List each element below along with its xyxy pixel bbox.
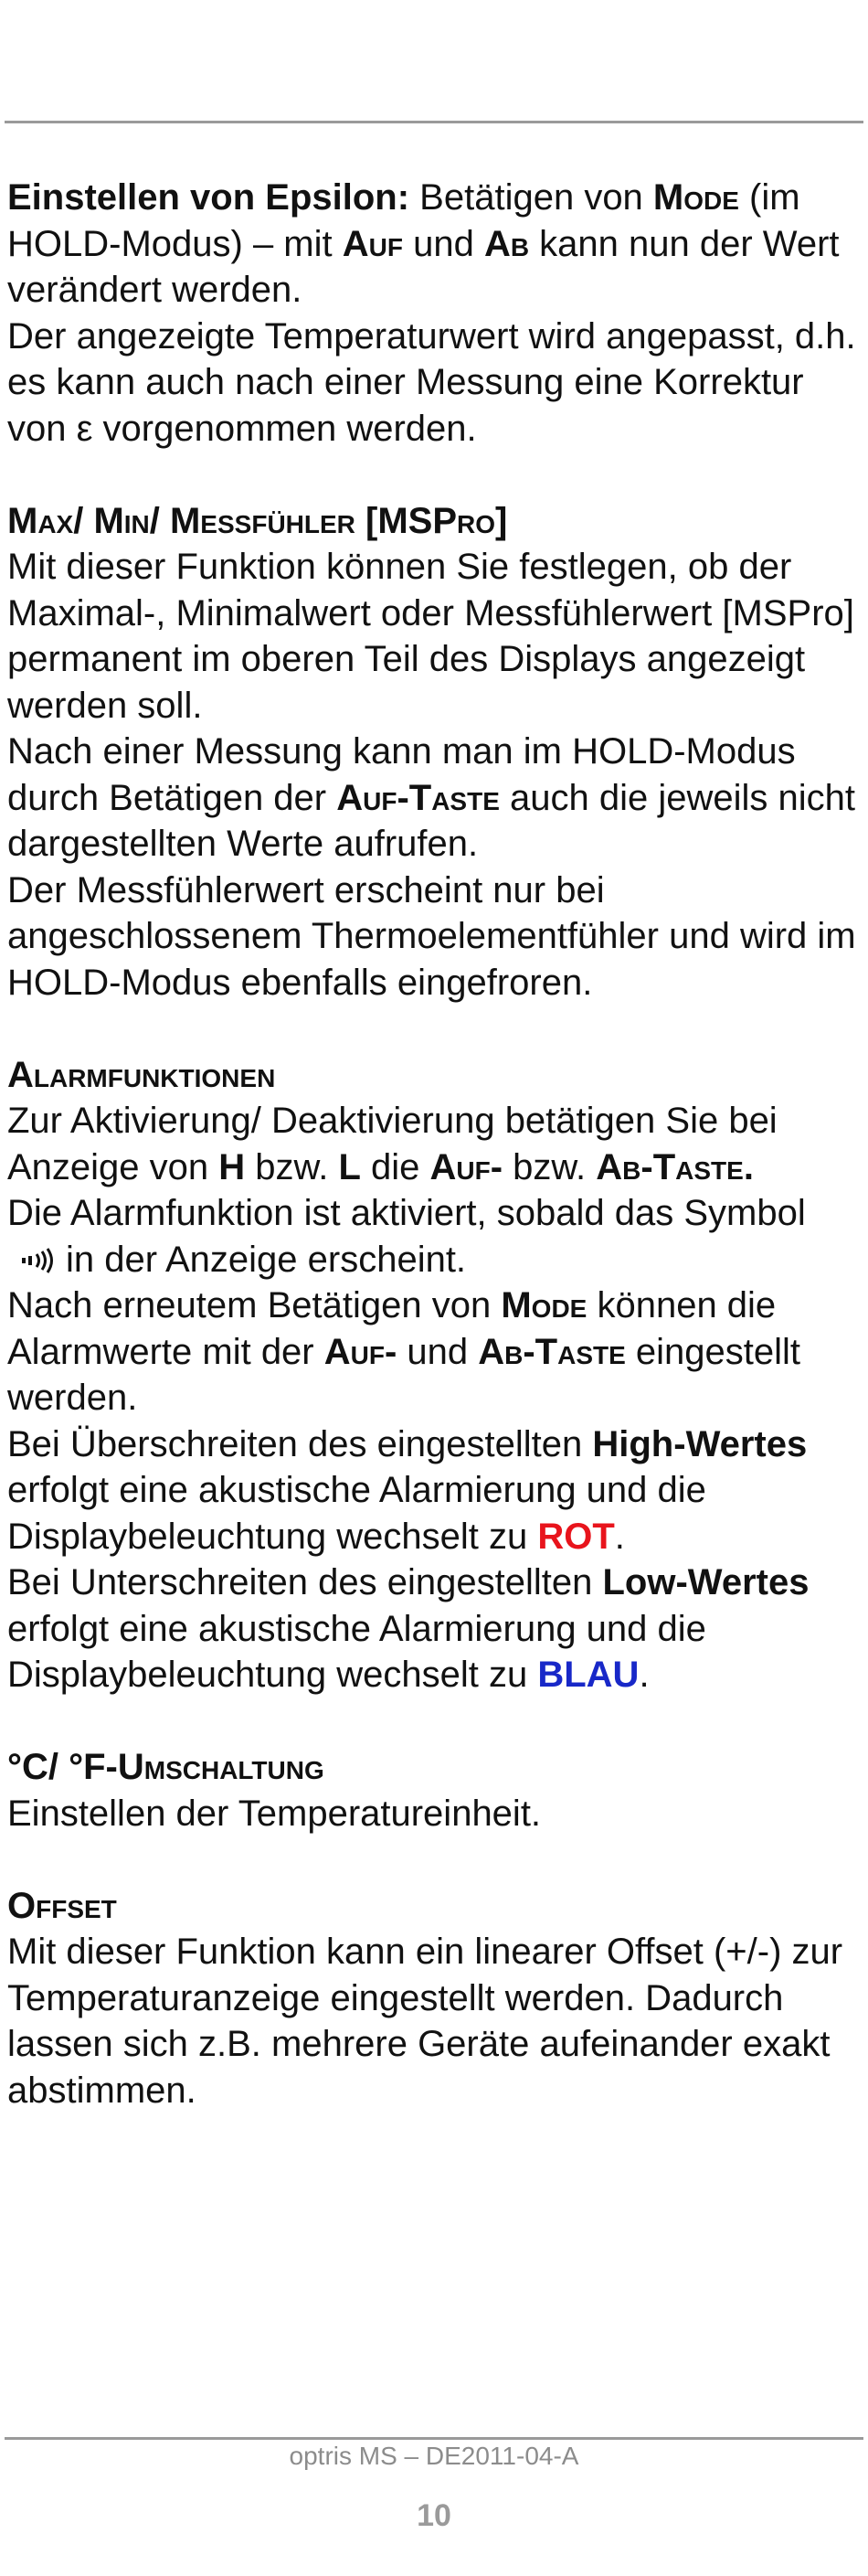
alarm-text: Zur Aktivierung/ Deaktivierung betätigen Sie bei Anzeige von xyxy=(7,1101,778,1187)
alarm-text: bzw. xyxy=(245,1146,339,1187)
alarm-text: bzw. xyxy=(503,1146,597,1187)
footer-doc-id: optris MS – DE2011-04-A xyxy=(289,2442,579,2470)
page-content xyxy=(7,175,862,2113)
epsilon-text: kann nun der Wert verändert werden. xyxy=(7,223,840,310)
alarm-text: erfolgt eine akustische Alarmierung und die Displaybeleuchtung wechselt zu xyxy=(7,1608,706,1695)
epsilon-text: (im HOLD-Modus) – mit xyxy=(7,177,800,264)
alarm-text: . xyxy=(614,1516,625,1557)
maxmin-paragraph-3: Der Messfühlerwert erscheint nur bei angeschlossenem Thermoelementfühler und wird im HOLD-Modus ebenfalls eingefroren. xyxy=(7,869,856,1003)
alarm-paragraph-1 xyxy=(7,1098,862,1190)
section-heading-maxmin: Max/ Min/ Messfühler [MSPro] xyxy=(7,500,508,541)
color-blue-label: BLAU xyxy=(537,1655,640,1695)
low-value-label: Low-Wertes xyxy=(602,1562,810,1602)
ab-taste-key: Ab-Taste. xyxy=(596,1146,754,1187)
ab-key: Ab xyxy=(483,223,530,264)
alarm-text: und xyxy=(397,1331,479,1372)
alarm-text: in der Anzeige erscheint. xyxy=(66,1239,467,1280)
alarm-text: können die Alarmwerte mit der xyxy=(7,1285,777,1372)
page-number: 10 xyxy=(417,2498,451,2533)
maxmin-paragraph-2 xyxy=(7,729,862,868)
maxmin-text: Nach einer Messung kann man im HOLD-Modus durch Betätigen der xyxy=(7,731,796,818)
auf-key: Auf- xyxy=(429,1146,503,1187)
alarm-text: erfolgt eine akustische Alarmierung und die Displaybeleuchtung wechselt zu xyxy=(7,1470,706,1557)
alarm-sound-icon xyxy=(20,1247,57,1274)
mode-key: Mode xyxy=(652,177,739,218)
alarm-text: Die Alarmfunktion ist aktiviert, sobald das Symbol xyxy=(7,1193,806,1233)
header-rule xyxy=(5,121,863,123)
alarm-text: Bei Überschreiten des eingestellten xyxy=(7,1423,593,1464)
maxmin-text: auch die jeweils nicht dargestellten Werte aufrufen. xyxy=(7,777,855,864)
alarm-paragraph-4 xyxy=(7,1421,862,1560)
unit-paragraph: Einstellen der Temperatureinheit. xyxy=(7,1793,542,1834)
auf-key: Auf xyxy=(342,223,403,264)
auf-taste-key: Auf-Taste xyxy=(336,777,500,818)
auf-key: Auf- xyxy=(323,1331,397,1372)
l-label: L xyxy=(338,1146,361,1187)
epsilon-text: und xyxy=(402,223,484,264)
high-value-label: High-Wertes xyxy=(592,1423,808,1464)
alarm-paragraph-5 xyxy=(7,1559,862,1698)
alarm-text: . xyxy=(639,1655,650,1695)
offset-paragraph: Mit dieser Funktion kann ein linearer Offset (+/-) zur Temperaturanzeige eingestellt werden. Dadurch lassen sich z.B. mehrere Geräte aufeinander exakt abstimmen. xyxy=(7,1932,843,2111)
maxmin-paragraph-1: Mit dieser Funktion können Sie festlegen, ob der Maximal-, Minimalwert oder Messfühlerwert [MSPro] permanent im oberen Teil des Displays angezeigt werden soll. xyxy=(7,547,854,726)
ab-taste-key: Ab-Taste xyxy=(478,1331,626,1372)
alarm-paragraph-3 xyxy=(7,1283,862,1421)
section-heading-offset: Offset xyxy=(7,1885,117,1926)
h-label: H xyxy=(218,1146,246,1187)
section-heading-alarm: Alarmfunktionen xyxy=(7,1054,276,1095)
epsilon-text: Betätigen von xyxy=(409,177,653,218)
mode-key: Mode xyxy=(501,1285,587,1325)
alarm-text: die xyxy=(360,1146,430,1187)
epsilon-paragraph-2: Der angezeigte Temperaturwert wird angepasst, d.h. es kann auch nach einer Messung eine Korrektur von ε vorgenommen werden. xyxy=(7,315,856,449)
epsilon-title: Einstellen von Epsilon: xyxy=(7,177,410,218)
alarm-paragraph-2 xyxy=(7,1190,862,1283)
alarm-text: eingestellt werden. xyxy=(7,1331,801,1418)
alarm-text: Bei Unterschreiten des eingestellten xyxy=(7,1562,603,1602)
color-red-label: ROT xyxy=(537,1516,615,1557)
epsilon-paragraph xyxy=(7,175,862,314)
alarm-text: Nach erneutem Betätigen von xyxy=(7,1285,502,1325)
section-heading-unit: °C/ °F-Umschaltung xyxy=(7,1747,324,1787)
